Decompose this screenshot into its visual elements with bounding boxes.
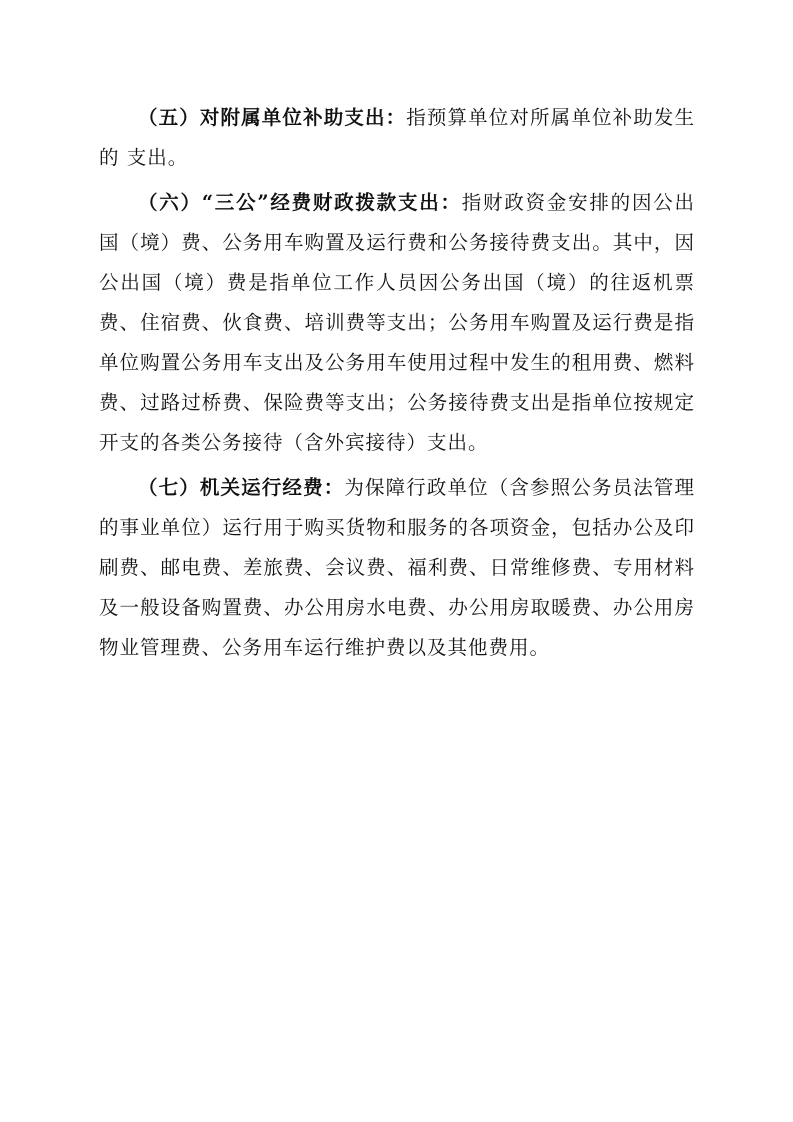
section-term-6: （六）“三公”经费财政拨款支出： [138, 191, 462, 214]
document-body [99, 98, 695, 673]
section-paragraph-7 [99, 468, 695, 668]
section-body-6: 指财政资金安排的因公出国（境）费、公务用车购置及运行费和公务接待费支出。其中，因公出国（境）费是指单位工作人员因公务出国（境）的往返机票费、住宿费、伙食费、培训费等支出；公务用车购置及运行费是指单位购置公务用车支出及公务用车使用过程中发生的租用费、燃料费、过路过桥费、保险费等支出；公务接待费支出是指单位按规定开支的各类公务接待（含外宾接待）支出。 [99, 191, 695, 454]
section-body-7: 为保障行政单位（含参照公务员法管理的事业单位）运行用于购买货物和服务的各项资金，包括办公及印刷费、邮电费、差旅费、会议费、福利费、日常维修费、专用材料及一般设备购置费、办公用房水电费、办公用房取暖费、办公用房物业管理费、公务用车运行维护费以及其他费用。 [99, 476, 695, 659]
section-paragraph-6 [99, 183, 695, 463]
section-paragraph-5 [99, 98, 695, 178]
section-term-5: （五）对附属单位补助支出： [138, 106, 407, 129]
section-term-7: （七）机关运行经费： [138, 476, 345, 499]
section-body-5: 指预算单位对所属单位补助发生的 支出。 [99, 106, 695, 169]
